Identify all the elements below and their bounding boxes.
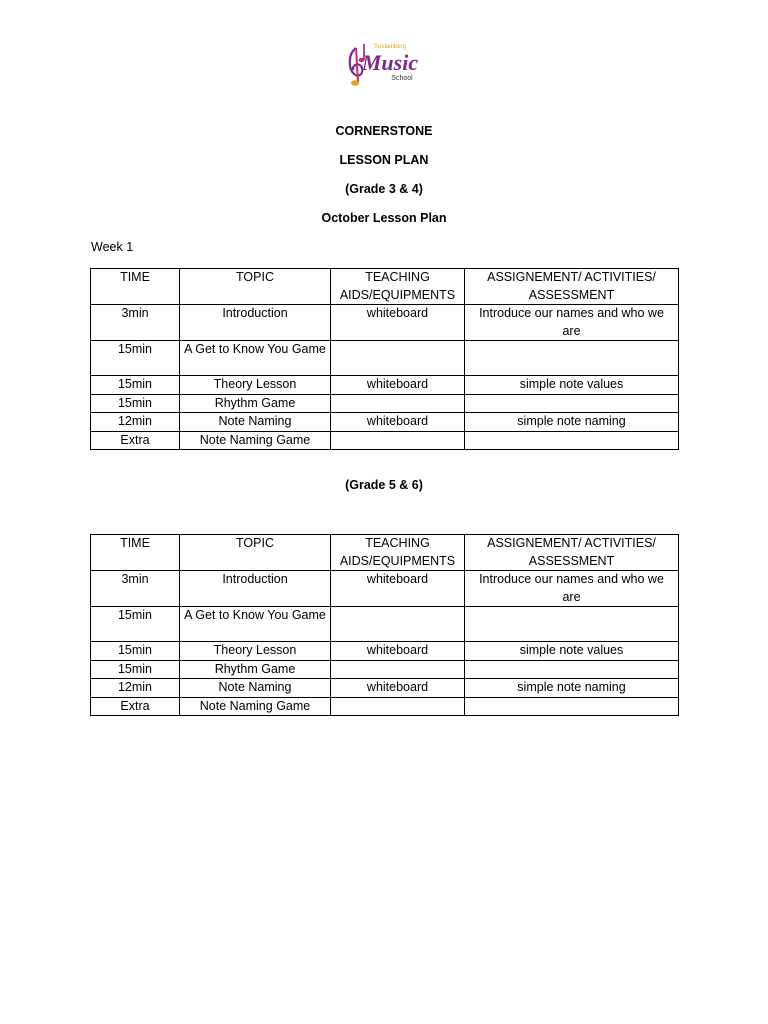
cell-topic: Note Naming Game [180,431,331,450]
cell-time: 15min [91,376,180,395]
cell-assignment [465,660,679,679]
cell-assignment: Introduce our names and who we are [465,571,679,607]
header-topic: TOPIC [180,269,331,305]
table-row [91,660,679,679]
cell-topic: Theory Lesson [180,376,331,395]
cell-assignment: simple note naming [465,679,679,698]
cell-topic: Note Naming Game [180,697,331,716]
table-row [91,376,679,395]
header-topic: TOPIC [180,535,331,571]
cell-aids [331,431,465,450]
cell-assignment [465,607,679,642]
lesson-table-grade-3-4 [90,268,679,450]
cell-time: 15min [91,341,180,376]
table-row [91,431,679,450]
header-time: TIME [91,535,180,571]
logo-sub-text: School [391,75,413,82]
header-assignment: ASSIGNEMENT/ ACTIVITIES/ ASSESSMENT [465,269,679,305]
cell-aids: whiteboard [331,642,465,661]
cell-assignment [465,431,679,450]
table-row [91,679,679,698]
cell-topic: Note Naming [180,679,331,698]
document-title: LESSON PLAN [339,153,429,167]
grade-heading-3-4: (Grade 3 & 4) [345,182,423,196]
table-row [91,642,679,661]
cell-time: 15min [91,394,180,413]
cell-aids [331,607,465,642]
cell-assignment: simple note values [465,642,679,661]
header-teaching-aids: TEACHING AIDS/EQUIPMENTS [331,535,465,571]
table-header-row [91,535,679,571]
cell-aids [331,697,465,716]
header-assignment: ASSIGNEMENT/ ACTIVITIES/ ASSESSMENT [465,535,679,571]
cell-aids: whiteboard [331,571,465,607]
cell-time: 3min [91,571,180,607]
header-time: TIME [91,269,180,305]
lesson-table-grade-5-6 [90,534,679,716]
cell-time: 12min [91,413,180,432]
table-row [91,394,679,413]
cell-aids: whiteboard [331,305,465,341]
school-name: CORNERSTONE [335,124,433,138]
cell-aids [331,394,465,413]
cell-assignment: simple note naming [465,413,679,432]
table-row [91,413,679,432]
header-teaching-aids: TEACHING AIDS/EQUIPMENTS [331,269,465,305]
cell-topic: Introduction [180,305,331,341]
cell-assignment: Introduce our names and who we are [465,305,679,341]
cell-time: 3min [91,305,180,341]
cell-assignment [465,697,679,716]
cell-aids [331,341,465,376]
cell-topic: Introduction [180,571,331,607]
table-row [91,571,679,607]
cell-time: 12min [91,679,180,698]
cell-aids: whiteboard [331,413,465,432]
cell-topic: A Get to Know You Game [180,341,331,376]
logo-small-text: Sustainberg [373,44,407,50]
music-note-logo-icon [340,38,428,92]
cell-aids: whiteboard [331,376,465,395]
table-row [91,305,679,341]
table-row [91,697,679,716]
table-row [91,607,679,642]
cell-aids: whiteboard [331,679,465,698]
cell-time: Extra [91,431,180,450]
table-header-row [91,269,679,305]
cell-topic: Note Naming [180,413,331,432]
cell-assignment: simple note values [465,376,679,395]
grade-heading-5-6: (Grade 5 & 6) [345,478,423,492]
cell-topic: Rhythm Game [180,394,331,413]
cell-time: Extra [91,697,180,716]
cell-topic: Rhythm Game [180,660,331,679]
cell-topic: A Get to Know You Game [180,607,331,642]
school-logo [340,38,428,92]
cell-assignment [465,394,679,413]
cell-aids [331,660,465,679]
cell-topic: Theory Lesson [180,642,331,661]
logo-main-text: Music [361,50,419,75]
cell-time: 15min [91,642,180,661]
cell-time: 15min [91,607,180,642]
table-row [91,341,679,376]
week-label: Week 1 [91,240,134,254]
cell-time: 15min [91,660,180,679]
cell-assignment [465,341,679,376]
month-plan-heading: October Lesson Plan [321,211,447,225]
